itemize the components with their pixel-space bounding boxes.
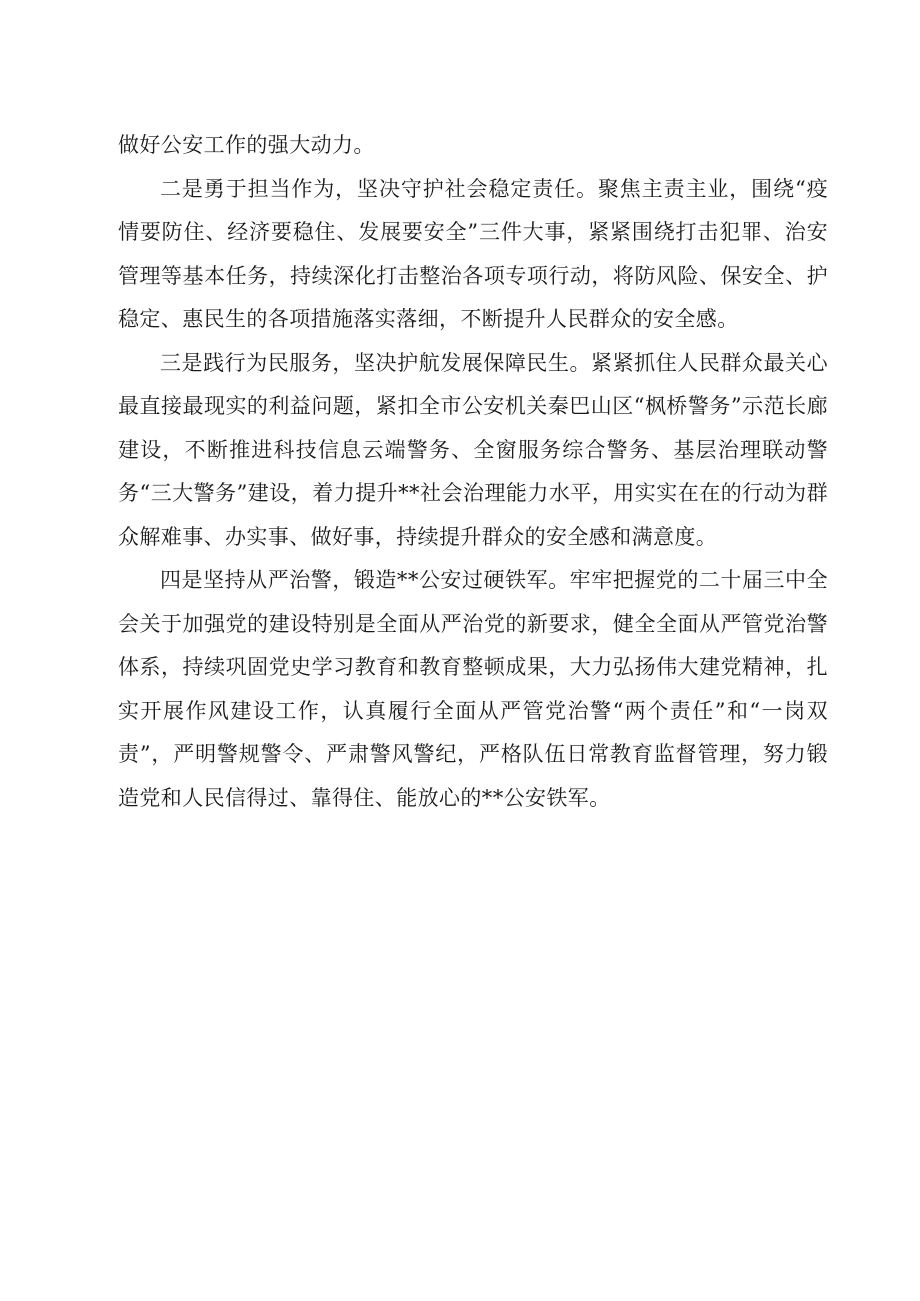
document-body — [118, 124, 828, 820]
paragraph-serve-people: 三是践行为民服务，坚决护航发展保障民生。紧紧抓住人民群众最关心最直接最现实的利益问题，紧扣全市公安机关秦巴山区“枫桥警务”示范长廊建设，不断推进科技信息云端警务、全窗服务综合警务、基层治理联动警务“三大警务”建设，着力提升**社会治理能力水平，用实实在在的行动为群众解难事、办实事、做好事，持续提升群众的安全感和满意度。 — [118, 350, 828, 549]
paragraph-social-stability: 二是勇于担当作为，坚决守护社会稳定责任。聚焦主责主业，围绕“疫情要防住、经济要稳住、发展要安全”三件大事，紧紧围绕打击犯罪、治安管理等基本任务，持续深化打击整治各项专项行动，将防风险、保安全、护稳定、惠民生的各项措施落实落细，不断提升人民群众的安全感。 — [118, 176, 828, 331]
paragraph-strict-discipline: 四是坚持从严治警，锻造**公安过硬铁军。牢牢把握党的二十届三中全会关于加强党的建设特别是全面从严治党的新要求，健全全面从严管党治警体系，持续巩固党史学习教育和教育整顿成果，大力弘扬伟大建党精神，扎实开展作风建设工作，认真履行全面从严管党治警“两个责任”和“一岗双责”，严明警规警令、严肃警风警纪，严格队伍日常教育监督管理，努力锻造党和人民信得过、靠得住、能放心的**公安铁军。 — [118, 568, 828, 810]
paragraph-continuation: 做好公安工作的强大动力。 — [118, 133, 375, 157]
